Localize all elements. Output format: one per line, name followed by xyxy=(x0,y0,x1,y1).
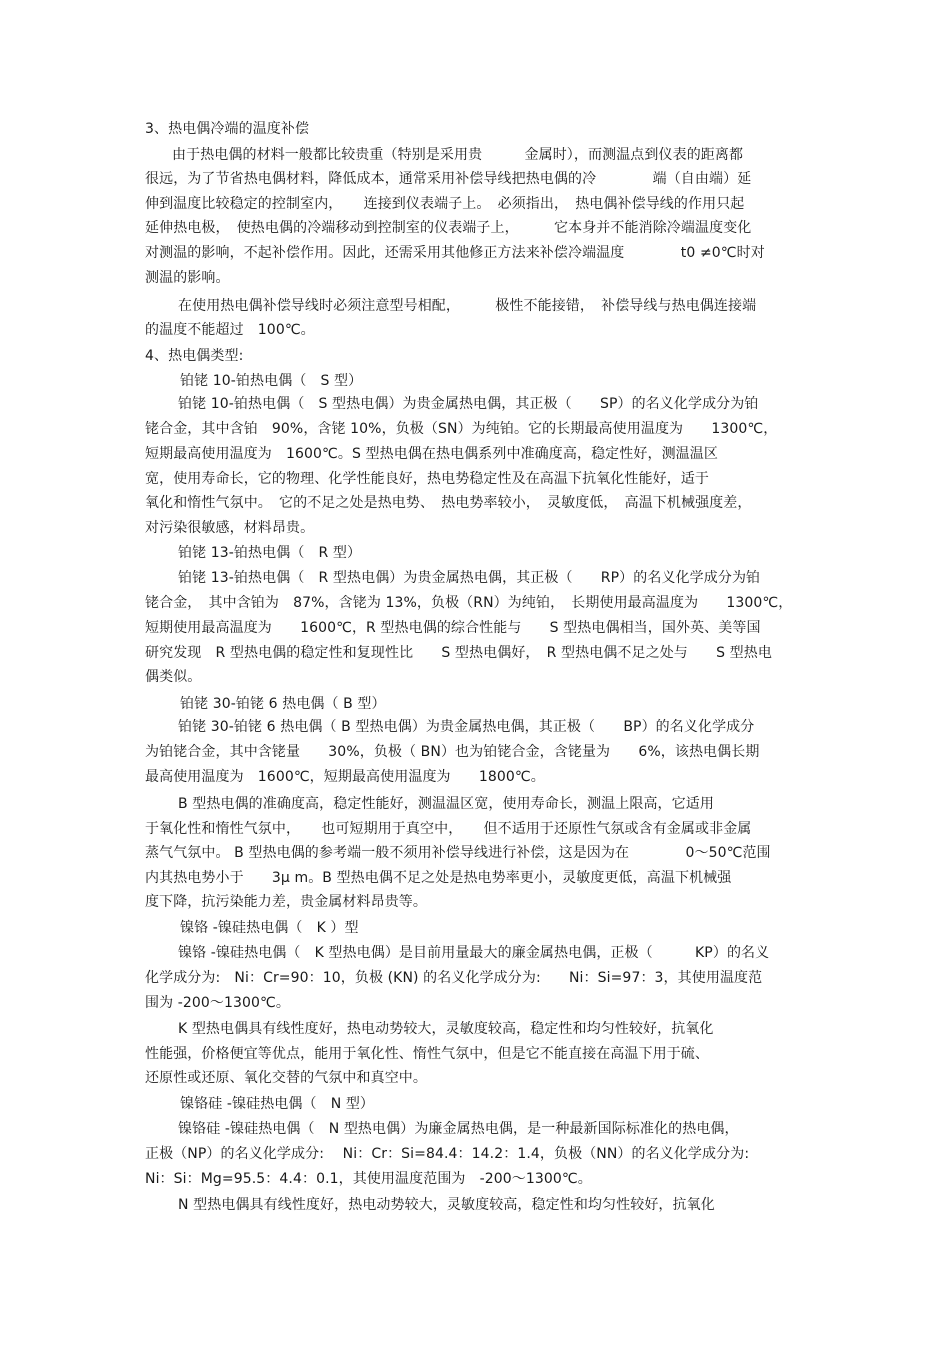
text-line: 铂铑 30-铂铑 6 热电偶（ B 型热电偶）为贵金属热电偶，其正极（ BP）的名义化学成分 xyxy=(178,719,755,735)
text-line: 在使用热电偶补偿导线时必须注意型号相配， 极性不能接错， 补偿导线与热电偶连接端 xyxy=(178,298,757,314)
text-line: 镍铬 -镍硅热电偶（ K 型热电偶）是目前用量最大的廉金属热电偶，正极（ KP）的名义 xyxy=(178,945,770,961)
text-line: 的温度不能超过 100℃。 xyxy=(145,322,315,338)
text-line: 延伸热电极， 使热电偶的冷端移动到控制室的仪表端子上， 它本身并不能消除冷端温度变化 xyxy=(145,220,752,236)
text-line: 测温的影响。 xyxy=(145,270,230,286)
text-line: K 型热电偶具有线性度好，热电动势较大，灵敏度较高，稳定性和均匀性较好，抗氧化 xyxy=(178,1021,714,1037)
text-line: 研究发现 R 型热电偶的稳定性和复现性比 S 型热电偶好， R 型热电偶不足之处与 S 型热电 xyxy=(145,645,772,661)
text-line: 由于热电偶的材料一般都比较贵重（特别是采用贵 金属时），而测温点到仪表的距离都 xyxy=(172,147,744,163)
text-line: 度下降，抗污染能力差，贵金属材料昂贵等。 xyxy=(145,894,427,910)
text-line: 偶类似。 xyxy=(145,669,202,685)
text-line: 镍铬硅 -镍硅热电偶（ N 型热电偶）为廉金属热电偶，是一种最新国际标准化的热电偶， xyxy=(178,1121,739,1137)
text-line: 为铂铑合金，其中含铑量 30%，负极（ BN）也为铂铑合金，含铑量为 6%，该热电偶长期 xyxy=(145,744,760,760)
text-line: 铂铑 13-铂热电偶（ R 型热电偶）为贵金属热电偶，其正极（ RP）的名义化学成分为铂 xyxy=(178,570,761,586)
text-line: Ni：Si：Mg=95.5：4.4：0.1，其使用温度范围为 -200～1300℃。 xyxy=(145,1171,592,1187)
section-heading-3: 3、热电偶冷端的温度补偿 xyxy=(145,121,310,137)
text-line: 铑合金， 其中含铂为 87%，含铑为 13%，负极（RN）为纯铂， 长期使用最高温度为 1300℃， xyxy=(145,595,793,611)
text-line: 很远，为了节省热电偶材料，降低成本，通常采用补偿导线把热电偶的冷 端（自由端）延 xyxy=(145,171,752,187)
text-line: 围为 -200～1300℃。 xyxy=(145,995,290,1011)
text-line: 宽，使用寿命长，它的物理、化学性能良好，热电势稳定性及在高温下抗氧化性能好，适于 xyxy=(145,471,709,487)
subheading-b-type: 铂铑 30-铂铑 6 热电偶（ B 型） xyxy=(180,696,386,712)
text-line: 性能强，价格便宜等优点，能用于氧化性、惰性气氛中，但是它不能直接在高温下用于硫、 xyxy=(145,1046,709,1062)
text-line: 化学成分为: Ni：Cr=90：10，负极 (KN) 的名义化学成分为: Ni：Si=97：3，其使用温度范 xyxy=(145,970,763,986)
subheading-s-type: 铂铑 10-铂热电偶（ S 型） xyxy=(180,373,363,389)
section-heading-4: 4、热电偶类型: xyxy=(145,348,244,364)
text-line: 对污染很敏感，材料昂贵。 xyxy=(145,520,315,536)
text-line: 还原性或还原、氧化交替的气氛中和真空中。 xyxy=(145,1070,427,1086)
text-line: 蒸气气氛中。 B 型热电偶的参考端一般不须用补偿导线进行补偿，这是因为在 0～50℃范围 xyxy=(145,845,771,861)
subheading-n-type: 镍铬硅 -镍硅热电偶（ N 型） xyxy=(180,1096,375,1112)
text-line: 于氧化性和惰性气氛中， 也可短期用于真空中， 但不适用于还原性气氛或含有金属或非金属 xyxy=(145,821,752,837)
text-line: 伸到温度比较稳定的控制室内， 连接到仪表端子上。 必须指出， 热电偶补偿导线的作用只起 xyxy=(145,196,745,212)
text-line: N 型热电偶具有线性度好，热电动势较大，灵敏度较高，稳定性和均匀性较好，抗氧化 xyxy=(178,1197,715,1213)
text-line: 最高使用温度为 1600℃，短期最高使用温度为 1800℃。 xyxy=(145,769,545,785)
text-line: 短期使用最高温度为 1600℃，R 型热电偶的综合性能与 S 型热电偶相当，国外英、美等国 xyxy=(145,620,761,636)
text-line: 内其热电势小于 3μ m。B 型热电偶不足之处是热电势率更小，灵敏度更低，高温下机械强 xyxy=(145,870,732,886)
text-line: 正极（NP）的名义化学成分: Ni：Cr：Si=84.4：14.2：1.4，负极（NN）的名义化学成分为: xyxy=(145,1146,750,1162)
subheading-k-type: 镍铬 -镍硅热电偶（ K ）型 xyxy=(180,920,359,936)
text-line: B 型热电偶的准确度高，稳定性能好，测温温区宽，使用寿命长，测温上限高，它适用 xyxy=(178,796,714,812)
text-line: 铑合金，其中含铂 90%，含铑 10%，负极（SN）为纯铂。它的长期最高使用温度为 1300℃， xyxy=(145,421,778,437)
subheading-r-type: 铂铑 13-铂热电偶（ R 型） xyxy=(178,545,362,561)
text-line: 对测温的影响，不起补偿作用。因此，还需采用其他修正方法来补偿冷端温度 t0 ≠0℃时对 xyxy=(145,245,765,261)
text-line: 氧化和惰性气氛中。 它的不足之处是热电势、 热电势率较小， 灵敏度低， 高温下机械强度差， xyxy=(145,495,752,511)
text-line: 短期最高使用温度为 1600℃。S 型热电偶在热电偶系列中准确度高，稳定性好，测温温区 xyxy=(145,446,718,462)
text-line: 铂铑 10-铂热电偶（ S 型热电偶）为贵金属热电偶，其正极（ SP）的名义化学成分为铂 xyxy=(178,396,759,412)
